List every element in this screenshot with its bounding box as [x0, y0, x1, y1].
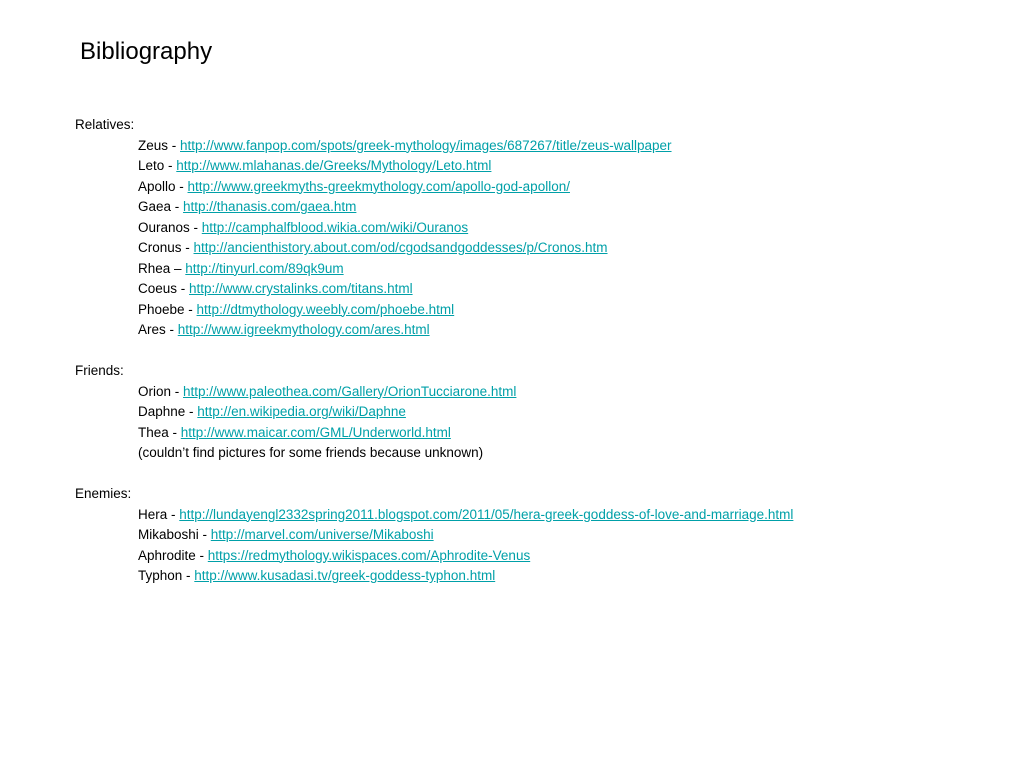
entry-separator: - — [177, 281, 190, 296]
entry-name: Orion — [138, 383, 172, 399]
entry-apollo — [75, 177, 1005, 198]
source-link[interactable]: http://www.crystalinks.com/titans.html — [189, 281, 413, 296]
entry-ares — [75, 320, 1005, 341]
source-link[interactable]: http://dtmythology.weebly.com/phoebe.html — [196, 301, 455, 317]
source-link[interactable]: http://www.kusadasi.tv/greek-goddess-typhon.html — [194, 568, 496, 583]
entry-typhon — [75, 566, 1005, 587]
entry-name: Leto — [138, 158, 165, 173]
entry-name: Daphne — [138, 404, 186, 419]
source-link[interactable]: https://redmythology.wikispaces.com/Aphrodite-Venus — [207, 547, 531, 563]
entry-separator: - — [165, 322, 178, 337]
entry-name: Hera — [138, 506, 168, 522]
source-link[interactable]: http://www.maicar.com/GML/Underworld.html — [180, 424, 451, 440]
section-heading-enemies: Enemies: — [75, 486, 132, 501]
entry-aphrodite — [75, 546, 1005, 567]
entry-separator: - — [184, 301, 197, 317]
source-link[interactable]: http://www.mlahanas.de/Greeks/Mythology/Leto.html — [176, 158, 492, 173]
entry-separator: - — [189, 219, 202, 235]
entry-separator: – — [170, 260, 186, 276]
source-link[interactable]: http://www.igreekmythology.com/ares.html — [177, 322, 430, 337]
section-heading-friends: Friends: — [75, 363, 124, 378]
entry-daphne — [75, 402, 1005, 423]
entry-orion — [75, 382, 1005, 403]
entry-separator: - — [182, 568, 195, 583]
entry-separator: - — [168, 424, 181, 440]
source-link[interactable]: http://en.wikipedia.org/wiki/Daphne — [197, 404, 406, 419]
entry-mikaboshi — [75, 525, 1005, 546]
entry-separator: - — [167, 506, 180, 522]
source-link[interactable]: http://thanasis.com/gaea.htm — [183, 199, 357, 214]
entry-name: Phoebe — [138, 301, 185, 317]
entry-leto — [75, 156, 1005, 177]
entry-separator: - — [198, 527, 211, 542]
source-link[interactable]: http://www.paleothea.com/Gallery/OrionTucciarone.html — [183, 383, 517, 399]
entry-separator: - — [171, 383, 184, 399]
entry-name: Rhea — [138, 260, 171, 276]
entry-separator: - — [181, 240, 194, 255]
section-spacer — [75, 341, 1005, 362]
entry-name: Aphrodite — [138, 547, 196, 563]
entry-phoebe — [75, 300, 1005, 321]
entry-name: Gaea — [138, 199, 172, 214]
entry-cronus — [75, 238, 1005, 259]
entry-separator: - — [164, 158, 177, 173]
entry-ouranos — [75, 218, 1005, 239]
entry-name: Coeus — [138, 281, 178, 296]
entry-name: Thea — [138, 424, 169, 440]
entry-hera — [75, 505, 1005, 526]
entry-name: Zeus — [138, 137, 169, 153]
entry-name: Typhon — [138, 568, 183, 583]
entry-name: Apollo — [138, 178, 176, 194]
source-link[interactable]: http://marvel.com/universe/Mikaboshi — [210, 527, 434, 542]
entry-thea — [75, 423, 1005, 444]
entry-rhea — [75, 259, 1005, 280]
section-heading-relatives: Relatives: — [75, 117, 135, 132]
friends-note: (couldn’t find pictures for some friends because unknown) — [138, 445, 484, 460]
source-link[interactable]: http://lundayengl2332spring2011.blogspot.com/2011/05/hera-greek-goddess-of-love-and-marriage.html — [179, 506, 794, 522]
entry-gaea — [75, 197, 1005, 218]
source-link[interactable]: http://ancienthistory.about.com/od/cgodsandgoddesses/p/Cronos.htm — [193, 240, 608, 255]
page-title: Bibliography — [80, 38, 213, 65]
bibliography-content — [75, 115, 1005, 587]
entry-separator: - — [185, 404, 198, 419]
entry-separator: - — [171, 199, 184, 214]
source-link[interactable]: http://www.fanpop.com/spots/greek-mythology/images/687267/title/zeus-wallpaper — [180, 137, 672, 153]
entry-separator: - — [168, 137, 181, 153]
entry-zeus — [75, 136, 1005, 157]
entry-name: Cronus — [138, 240, 182, 255]
source-link[interactable]: http://tinyurl.com/89qk9um — [185, 260, 344, 276]
section-spacer — [75, 464, 1005, 485]
entry-name: Ares — [138, 322, 166, 337]
entry-separator: - — [175, 178, 188, 194]
source-link[interactable]: http://www.greekmyths-greekmythology.com/apollo-god-apollon/ — [187, 178, 570, 194]
source-link[interactable]: http://camphalfblood.wikia.com/wiki/Ouranos — [201, 219, 469, 235]
entry-separator: - — [195, 547, 208, 563]
entry-name: Ouranos — [138, 219, 190, 235]
entry-name: Mikaboshi — [138, 527, 199, 542]
entry-coeus — [75, 279, 1005, 300]
